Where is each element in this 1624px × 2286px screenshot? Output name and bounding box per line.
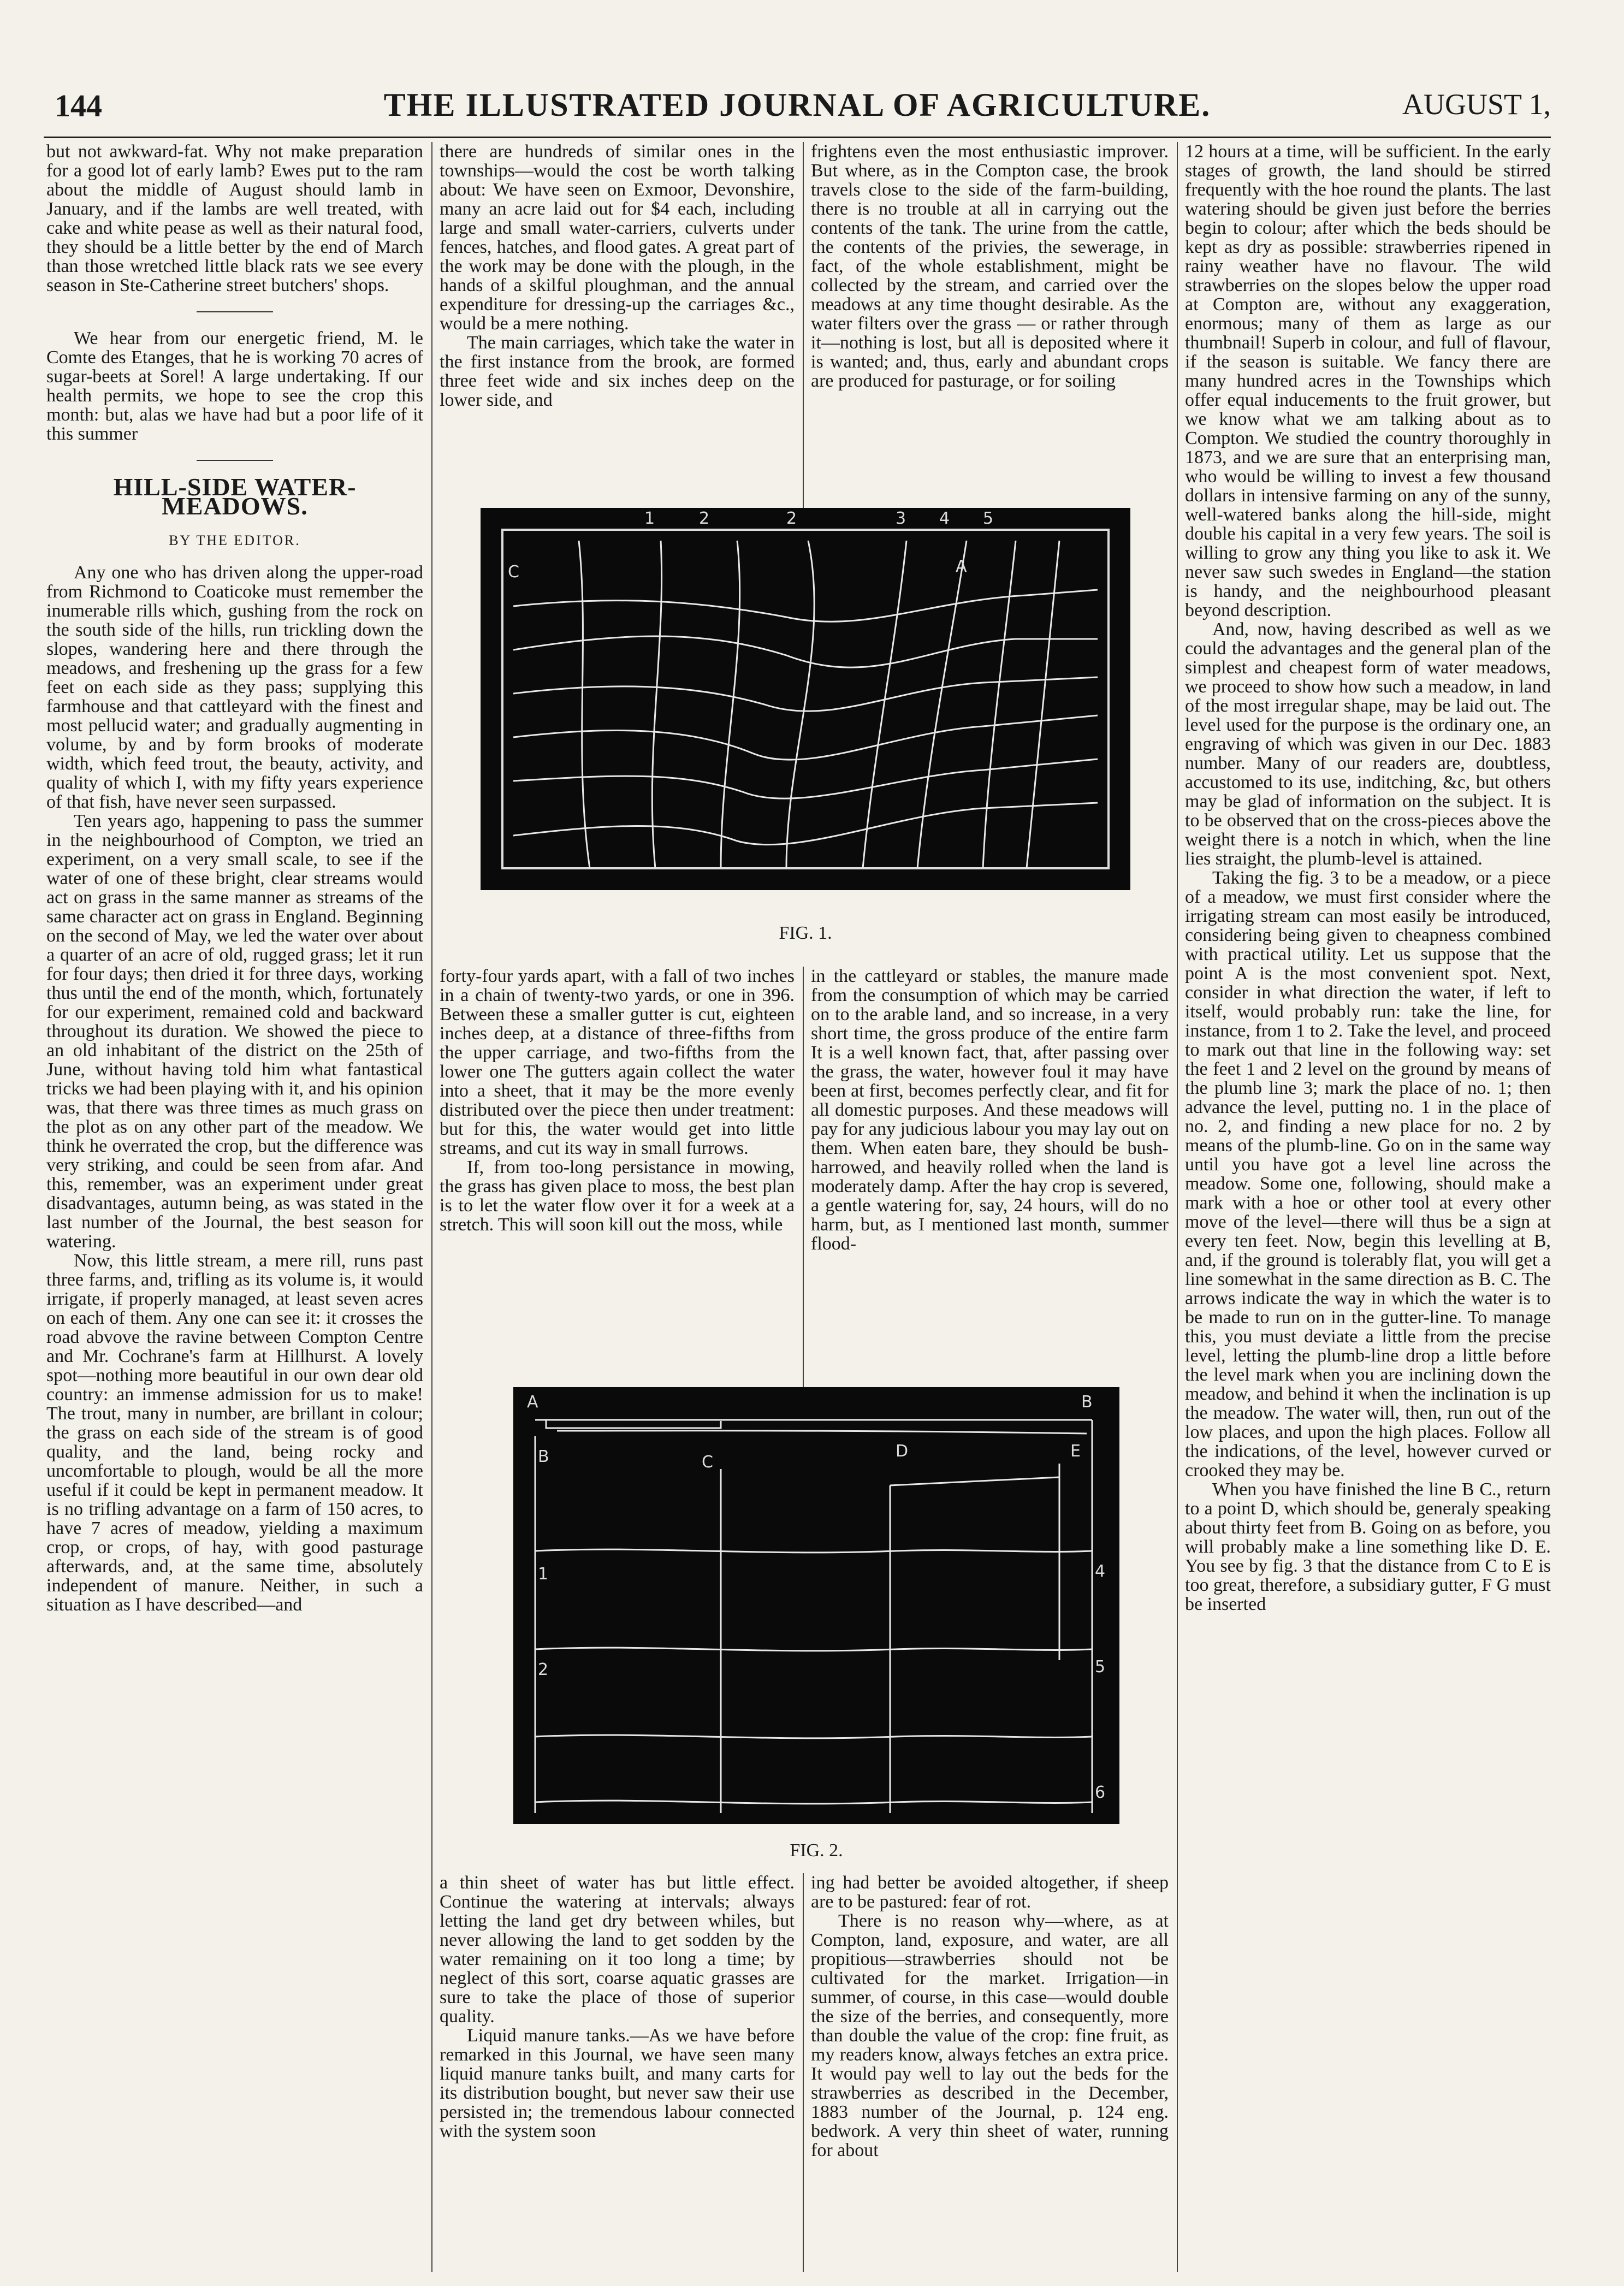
- paragraph: Ten years ago, happening to pass the summer in the neighbourhood of Compton, we tried an experiment, on a very small scale, to see if the water of one of these bright, clear streams would act on grass in the same manner as streams of the same character act on grass in England. Beginning on the second of May, we led the water over about a quarter of an acre of old, rugged grass; let it run for four days; then dried it for three days, working thus until the end of the month, which, fortunately for our experiment, remained cold and backward throughout its duration. We showed the piece to an old inhabitant of the district on the 25th of June, without having told him what fantastical tricks we had been playing with it, and his opinion was, that there was three times as much grass on the plot as on any other part of the meadow. We think he overrated the crop, but the difference was very striking, and could be seen from afar. And this, remember, was an experiment under great disadvantages, autumn being, as was stated in the last number of the Journal, the best season for watering.: [46, 811, 423, 1252]
- column-1: [46, 142, 423, 2277]
- column-2-bottom: [440, 1873, 795, 2272]
- figure-label: B: [1081, 1393, 1093, 1412]
- paragraph: ing had better be avoided altogether, if sheep are to be pastured: fear of rot.: [811, 1873, 1169, 1912]
- figure-label: 2: [699, 509, 710, 528]
- figure-label: 2: [786, 509, 797, 528]
- column-divider: [431, 142, 432, 2272]
- paragraph: The main carriages, which take the water in the first instance from the brook, are formed three feet wide and six inches deep on the lower side, and: [440, 333, 795, 410]
- column-divider: [1177, 142, 1178, 2272]
- page-number: 144: [55, 88, 102, 123]
- byline: BY THE EDITOR.: [169, 532, 301, 548]
- figure-label: C: [702, 1453, 713, 1472]
- figure-1: [481, 508, 1130, 890]
- issue-date: AUGUST 1,: [1402, 88, 1551, 121]
- figure-label: 6: [1095, 1783, 1106, 1802]
- paragraph: There is no reason why—where, as at Compton, land, exposure, and water, are all propitious—strawberries should not be cultivated for the market. Irrigation—in summer, of course, in this case—would double the size of the berries, and consequently, more than double the value of the crop: fine fruit, as my readers know, always fetches an extra price. It would pay well to lay out the beds for the strawberries as described in the December, 1883 number of the Journal, p. 124 eng. bedwork. A very thin sheet of water, running for about: [811, 1911, 1169, 2160]
- page-header: [44, 82, 1551, 137]
- figure-1-caption: FIG. 1.: [779, 923, 832, 943]
- figure-label: 4: [939, 509, 950, 528]
- paragraph: in the cattleyard or stables, the manure made from the consumption of which may be carried on to the arable land, and so increase, in a very short time, the gross produce of the entire farm It is a well known fact, that, after passing over the grass, the water, however foul it may have been at first, becomes perfectly clear, and fit for all domestic purposes. And these meadows will pay for any judicious labour you may lay out on them. When eaten bare, they should be bush-harrowed, and heavily rolled when the land is moderately damp. After the hay crop is severed, a gentle watering for, say, 24 hours, will do no harm, but, as I mentioned last month, summer flood-: [811, 967, 1169, 1254]
- figure-label: 5: [983, 509, 994, 528]
- paragraph: We hear from our energetic friend, M. le Comte des Etanges, that he is working 70 acres of sugar-beets at Sorel! A large undertaking. If our health permits, we hope to see the crop this month: but, alas we have had but a poor life of it this summer: [46, 328, 423, 444]
- column-2-middle: [440, 967, 795, 1371]
- figure-label: 5: [1095, 1657, 1106, 1677]
- figure-label: 3: [896, 509, 906, 528]
- header-rule: [44, 137, 1551, 138]
- separator: [197, 460, 273, 461]
- column-4: [1185, 142, 1551, 2277]
- column-divider: [803, 1873, 804, 2272]
- paragraph: Any one who has driven along the upper-road from Richmond to Coaticoke must remember the inumerable rills which, gushing from the rock on the south side of the hills, run trickling down the slopes, wandering here and there through the meadows, and freshening up the grass for a few feet on each side as they pass; supplying this farmhouse and that cattleyard with the finest and most pellucid water; and gradually augmenting in volume, by and by form brooks of moderate width, which feed trout, the beauty, activity, and quality of which I, with my fifty years experience of that fish, have never seen surpassed.: [46, 562, 423, 812]
- journal-title: THE ILLUSTRATED JOURNAL OF AGRICULTURE.: [383, 87, 1211, 123]
- figure-label: A: [956, 557, 967, 576]
- figure-1-drawing: [481, 508, 1130, 890]
- paragraph: frightens even the most enthusiastic improver. But where, as in the Compton case, the brook travels close to the side of the farm-building, there is no trouble at all in carrying out the contents of the tank. The urine from the cattle, the contents of the privies, the sewerage, in fact, of the whole establishment, might be collected by the stream, and carried over the meadows at any time thought desirable. As the water filters over the grass — or rather through it—nothing is lost, but all is deposited where it is wanted; and, thus, early and abundant crops are produced for pasturage, or for soiling: [811, 142, 1169, 391]
- column-2-top: [440, 142, 795, 481]
- figure-label: B: [538, 1447, 549, 1466]
- column-3-top: [811, 142, 1169, 481]
- column-3-middle: [811, 967, 1169, 1371]
- paragraph: And, now, having described as well as we could the advantages and the general plan of the simplest and cheapest form of water meadows, we proceed to show how such a meadow, in land of the most irregular shape, may be laid out. The level used for the purpose is the ordinary one, an engraving of which was given in our Dec. 1883 number. Many of our readers are, doubtless, accustomed to its use, inditching, &c, but others may be glad of information on the subject. It is to be observed that on the cross-pieces above the weight there is a notch in which, when the line lies straight, the plumb-level is attained.: [1185, 619, 1551, 869]
- paragraph: If, from too-long persistance in mowing, the grass has given place to moss, the best plan is to let the water flow over it for a week at a stretch. This will soon kill out the moss, while: [440, 1157, 795, 1235]
- paragraph: forty-four yards apart, with a fall of two inches in a chain of twenty-two yards, or one in 396. Between these a smaller gutter is cut, eighteen inches deep, at a distance of three-fifths from the upper carriage, and two-fifths from the lower one The gutters again collect the water into a sheet, that it may be the more evenly distributed over the piece then under treatment: but for this, the water would get into little streams, and cut its way in small furrows.: [440, 967, 795, 1158]
- paragraph: a thin sheet of water has but little effect. Continue the watering at intervals; always letting the land get dry between whiles, but never allowing the land to get sodden by the water remaining on it too long a time; by neglect of this sort, coarse aquatic grasses are sure to take the place of those of superior quality.: [440, 1873, 795, 2027]
- paragraph: Taking the fig. 3 to be a meadow, or a piece of a meadow, we must first consider where the irrigating stream can most easily be introduced, considering being given to cheapness combined with practical utility. Let us suppose that the point A is the most convenient spot. Next, consider in what direction the water, if left to itself, would probably run: take the line, for instance, from 1 to 2. Take the level, and proceed to mark out that line in the following way: set the feet 1 and 2 level on the ground by means of the plumb line 3; mark the place of no. 1; then advance the level, putting no. 1 in the place of no. 2, and finding a new place for no. 2 by means of the plumb-line. Go on in the same way until you have got a level line across the meadow. Some one, following, should make a mark with a hoe or other tool at every other move of the level—there will thus be a sign at every ten feet. Now, begin this levelling at B, and, if the ground is tolerably flat, you will get a line somewhat in the same direction as B. C. The arrows indicate the way in which the water is to be made to run on in the gutter-line. To manage this, you must deviate a little from the precise level, letting the plumb-line drop a little before the level mark when you are inclining down the meadow, and behind it when the inclination is up the meadow. The water will, then, run out of the low places, and upon the high places. Follow all the indications, of the level, however curved or crooked they may be.: [1185, 868, 1551, 1480]
- paragraph: Now, this little stream, a mere rill, runs past three farms, and, trifling as its volume is, it would irrigate, if properly managed, at least seven acres on each of them. Any one can see it: it crosses the road abvove the ravine between Compton Centre and Mr. Cochrane's farm at Hillhurst. A lovely spot—nothing more beautiful in our own dear old country: an immense admission for us to make! The trout, many in number, are brillant in colour; the grass on each side of the stream is of good quality, and the land, being rocky and uncomfortable to plough, would be all the more useful if it could be kept in permanent meadow. It is no trifling advantage on a farm of 150 acres, to have 7 acres of meadow, yielding a maximum crop, or crops, of hay, with good pasturage afterwards, and, at the same time, absolutely independent of manure. Neither, in such a situation as I have described—and: [46, 1251, 423, 1615]
- figure-label: E: [1070, 1442, 1081, 1461]
- figure-label: D: [896, 1442, 909, 1461]
- paragraph: there are hundreds of similar ones in the townships—would the cost be worth talking about: We have seen on Exmoor, Devonshire, many an acre laid out for $4 each, including large and small water-carriers, culverts under fences, hatches, and flood gates. A great part of the work may be done with the plough, in the hands of a skilful ploughman, and the annual expenditure for dressing-up the carriages &c., would be a mere nothing.: [440, 142, 795, 334]
- figure-label: C: [508, 562, 519, 582]
- figure-2: [513, 1387, 1119, 1824]
- separator: [197, 311, 273, 312]
- paragraph: 12 hours at a time, will be sufficient. In the early stages of growth, the land should be stirred frequently with the hoe round the plants. The last watering should be given just before the berries begin to colour; after which the beds should be kept as dry as possible: strawberries ripened in rainy weather have no flavour. The wild strawberries on the slopes below the upper road at Compton are, without any exaggeration, enormous; many of them as large as our thumbnail! Superb in colour, and full of flavour, if the season is suitable. We fancy there are many hundred acres in the Townships which offer equal inducements to the fruit grower, but we know what we am talking about as to Compton. We studied the country thoroughly in 1873, and we are sure that an enterprising man, who would be willing to invest a few thousand dollars in intensive farming on any of the sunny, well-watered banks along the hill-side, might double his capital in a very few years. The soil is willing to grow any thing you like to ask it. We never saw such swedes in England—the station is handy, and the neighbourhood pleasant beyond description.: [1185, 142, 1551, 620]
- paragraph: When you have finished the line B C., return to a point D, which should be, generaly speaking about thirty feet from B. Going on as before, you will probably make a line something like D. E. You see by fig. 3 that the distance from C to E is too great, therefore, a subsidiary gutter, F G must be inserted: [1185, 1479, 1551, 1614]
- figure-label: A: [527, 1393, 538, 1412]
- figure-label: 1: [644, 509, 655, 528]
- figure-2-caption: FIG. 2.: [790, 1840, 843, 1861]
- column-3-bottom: [811, 1873, 1169, 2272]
- figure-label: 2: [538, 1660, 549, 1679]
- figure-label: 1: [538, 1565, 549, 1584]
- paragraph: but not awkward-fat. Why not make preparation for a good lot of early lamb? Ewes put to the ram about the middle of August should lamb in January, and if the lambs are well treated, with cake and white pease as well as their natural food, they should be a little better by the end of March than those wretched little black rats we see every season in Ste-Catherine street butchers' shops.: [46, 142, 423, 295]
- article-heading: HILL-SIDE WATER-MEADOWS.: [113, 473, 357, 520]
- figure-2-drawing: [513, 1387, 1119, 1824]
- figure-label: 4: [1095, 1562, 1106, 1581]
- paragraph: Liquid manure tanks.—As we have before remarked in this Journal, we have seen many liquid manure tanks built, and many carts for its distribution bought, but never saw their use persisted in; the tremendous labour connected with the system soon: [440, 2026, 795, 2141]
